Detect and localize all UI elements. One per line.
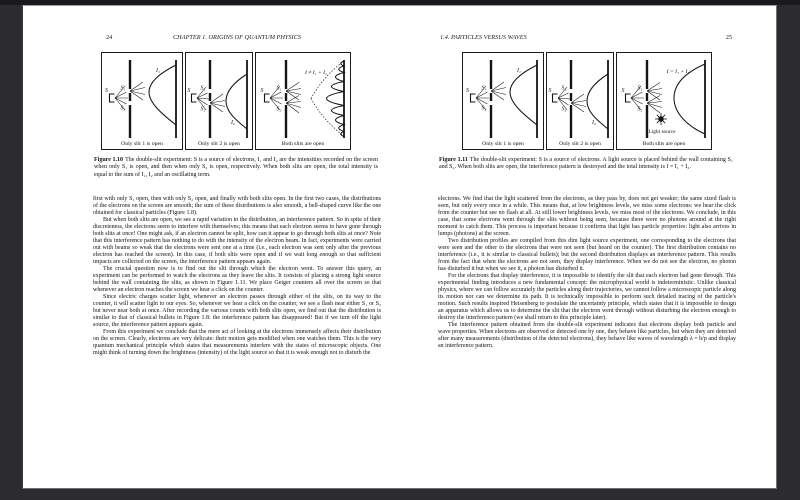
body-paragraph: Two distribution profiles are compiled from this dim light source experiment, one corresponding to the electrons that were seen and the other to the electrons that were not seen (but heard on the counter). The first distribution contains no interference (i.e., it is similar to classical bullets); but the second distribution displays an interference pattern. This results from the fact that when the electrons are not seen, they display interference. When we do not see the electron, no photon has disturbed it but when we see it, a photon has disturbed it.	[438, 238, 736, 272]
left-page	[93, 6, 381, 488]
interference-curve	[327, 61, 345, 137]
panel-caption: Only slit 2 is open	[198, 141, 240, 147]
slit2-label: S₂	[561, 106, 567, 113]
figure-panel-both-open-light-source	[616, 52, 712, 150]
figure-1-10-caption	[94, 157, 378, 179]
slit1-label: S₁	[637, 85, 643, 92]
body-paragraph: electrons. We find that the light scattered from the electrons, as they pass by, does not get weaker; the same sized flash is seen, but only every once in a while. This means that, at low brightness levels, we miss some electrons: we hear the click from the counter but see no flash at all. At still lower brightness levels, we miss most of the electrons. We conclude, in this case, that some electrons went through the slits without being seen, because there were no photons around at the right moment to catch them. This process is important because it confirms that light has particle properties: light also arrives in lumps (photons) at the screen.	[438, 196, 736, 237]
figure-caption-text: The double-slit experiment: S is a source of electrons, I₁ and I₂ are the intensities recorded on the screen when only S₁ is open, and then when only S₂ is open, respectively. When both slits are open, the total intensity is equal to the sum of I₁, I₂ and an oscillating term.	[94, 157, 378, 178]
body-paragraph: The crucial question now is to find out the slit through which the electron went. To answer this query, an experiment can be performed to watch the electrons as they leave the slits. It consists of placing a strong light source behind the wall containing the slits, as shown in Figure 1.11. We place Geiger counters all over the screen so that whenever an electron reaches the screen we hear a click on the counter.	[93, 266, 381, 293]
slit1-label: S₁	[276, 85, 282, 92]
running-head: CHAPTER 1. ORIGINS OF QUANTUM PHYSICS	[172, 34, 302, 41]
figure-1-11-caption	[439, 157, 733, 172]
body-paragraph: From this experiment we conclude that the mere act of looking at the electrons immensely affects their distribution on the screen. Clearly, electrons are very delicate: their motion gets modified when one watches them. This is the very quantum mechanical principle which states that measurements interfere with the states of microscopic objects. One might think of turning down the brightness (intensity) of the light source so that it is weak enough not to disturb the	[93, 329, 381, 356]
slit2-label: S₂	[200, 106, 206, 113]
panel-caption: Both slits are open	[642, 141, 686, 147]
source-label: S	[466, 88, 469, 94]
light-source-core	[658, 116, 663, 121]
figure-panel-slit2-open	[546, 52, 614, 150]
slit2-label: S₂	[481, 105, 487, 112]
page-number: 25	[725, 34, 732, 41]
slit2-label: S₂	[120, 105, 126, 112]
left-page-body	[93, 196, 381, 357]
figure-panel-slit1-open	[462, 52, 544, 150]
slit-rays	[491, 82, 506, 100]
right-page	[438, 6, 736, 488]
right-page-body	[438, 196, 736, 350]
intensity-curve	[510, 65, 537, 125]
electron-source-icon	[471, 94, 476, 102]
slit1-label: S₁	[200, 85, 206, 92]
source-label: S	[187, 88, 191, 94]
slit-rays	[286, 83, 301, 114]
left-page-header	[93, 34, 381, 43]
panel-caption: Only slit 2 is open	[559, 141, 601, 147]
electron-source-icon	[110, 94, 115, 102]
intensity-label: I₁	[156, 68, 160, 74]
intensity-curve	[226, 74, 247, 129]
body-paragraph: The interference pattern obtained from the double-slit experiment indicates that electrons display both particle and wave properties. When electrons are observed or detected one by one, they behave like particles, but when they are detected after many measurements (distribution of the detected electrons), they behave like waves of wavelength λ = h/p and display an interference pattern.	[438, 322, 736, 349]
slit1-label: S₁	[561, 85, 567, 92]
figure-caption-text: The double-slit experiment: S is a source of electrons. A light source is placed behind the wall containing S₁ and S₂. When both slits are open, the interference pattern is destroyed and the total intensity is I = I₁ + I₂.	[439, 157, 733, 171]
slit2-label: S₂	[637, 106, 643, 113]
slit-rays	[130, 82, 145, 100]
slit-rays	[210, 94, 225, 112]
slit-rays	[571, 94, 586, 112]
page-spread	[22, 5, 777, 489]
source-label: S	[548, 88, 552, 94]
intensity-label: I₁	[517, 68, 521, 74]
panel-caption: Only slit 1 is open	[482, 141, 524, 147]
intensity-equation-label: I = I₁ + I₂	[666, 69, 690, 75]
page-number: 24	[106, 34, 113, 41]
electron-source-icon	[626, 94, 631, 102]
intensity-equation-label: I ≠ I₁ + I₂	[305, 70, 327, 76]
intensity-label: I₂	[592, 120, 596, 126]
slit2-label: S₂	[276, 106, 282, 113]
figure-panel-both-open-interference	[255, 52, 351, 150]
slit1-label: S₁	[120, 85, 126, 92]
figure-caption-label: Figure 1.11	[439, 157, 468, 163]
figure-1-10	[93, 52, 381, 150]
figure-panel-slit2-open	[185, 52, 253, 150]
source-label: S	[260, 88, 264, 94]
figure-panel-slit1-open	[101, 52, 183, 150]
electron-source-icon	[265, 94, 270, 102]
figure-caption-label: Figure 1.10	[94, 157, 124, 163]
slit-rays	[647, 83, 662, 114]
panel-caption: Both slits are open	[281, 141, 325, 147]
slit1-label: S₁	[481, 85, 487, 92]
figure-1-11	[438, 52, 736, 150]
intensity-curve	[587, 74, 608, 129]
right-page-header	[438, 34, 736, 43]
electron-source-icon	[553, 94, 558, 102]
light-source-label: Light source	[648, 129, 676, 135]
source-label: S	[621, 88, 625, 94]
panel-caption: Only slit 1 is open	[121, 141, 163, 147]
body-paragraph: Since electric charges scatter light, whenever an electron passes through either of the slits, on its way to the counter, it will scatter light to our eyes. So, whenever we hear a click on the counter, we see a flash near either S₁ or S₂ but never near both at once. After recording the various counts with both slits open, we find out that the distribution is similar to that of classical bullets in Figure 1.8: the interference pattern has disappeared! But if we turn off the light source, the interference pattern appears again.	[93, 294, 381, 328]
running-head: 1.4. PARTICLES VERSUS WAVES	[440, 34, 527, 41]
intensity-label: I₂	[231, 120, 235, 126]
body-paragraph: But when both slits are open, we see a rapid variation in the distribution, an interference pattern. So in spite of their discreteness, the electrons seem to interfere with themselves; this means that each electron seems to have gone through both slits at once! One might ask, if an electron cannot be split, how can it appear to go through both slits at once? Note that this interference pattern has nothing to do with the intensity of the electron beam. In fact, experiments were carried out with beams so weak that the electrons were sent one at a time (i.e., each electron was sent only after the previous electron has reached the screen). In this case, if both slits were open and if we wait long enough so that sufficient impacts are collected on the screen, the interference pattern appears again.	[93, 217, 381, 265]
electron-source-icon	[192, 94, 197, 102]
intensity-curve	[149, 65, 176, 125]
body-paragraph: first with only S₁ open, then with only S₂ open, and finally with both slits open. In the first two cases, the distributions of the electrons on the screen are smooth; the sum of these distributions is also smooth, a bell-shaped curve like the one obtained for classical particles (Figure 1.8).	[93, 196, 381, 216]
source-label: S	[105, 88, 108, 94]
body-paragraph: For the electrons that display interference, it is impossible to identify the slit that each electron had gone through. This experimental finding introduces a new fundamental concept: the microphysical world is indeterministic. Unlike classical physics, where we can follow accurately the particles along their trajectories, we cannot follow a microscopic particle along its motion nor can we determine its path. It is technically impossible to perform such detailed tracing of the particle's motion. Such results inspired Heisenberg to postulate the uncertainty principle, which states that it is impossible to design an apparatus which allows us to determine the slit that the electron went through without disturbing the electron enough to destroy the interference pattern (we shall return to this principle later).	[438, 273, 736, 321]
